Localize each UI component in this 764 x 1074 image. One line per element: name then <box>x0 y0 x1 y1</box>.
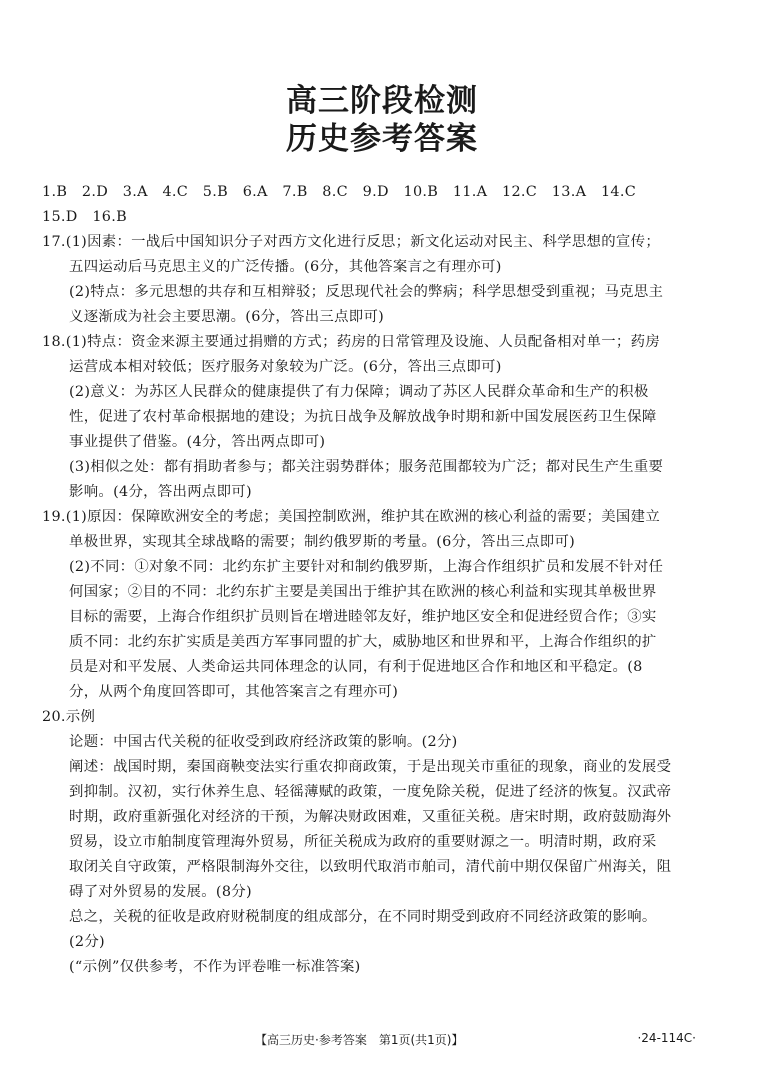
page-title-line-1: 高三阶段检测 <box>286 83 478 119</box>
q17-line: (2)特点：多元思想的共存和互相辩驳；反思现代社会的弊病；科学思想受到重视；马克思主 <box>69 284 664 300</box>
q20-line: 碍了对外贸易的发展。(8分) <box>69 884 252 900</box>
q19-line: 分，从两个角度回答即可，其他答案言之有理亦可) <box>69 684 399 700</box>
q18-line: 事业提供了借鉴。(4分，答出两点即可) <box>69 434 326 450</box>
q20-line: 论题：中国古代关税的征收受到政府经济政策的影响。(2分) <box>69 734 458 750</box>
q17-line: 五四运动后马克思主义的广泛传播。(6分，其他答案言之有理亦可) <box>69 259 502 275</box>
q18-line: 18.(1)特点：资金来源主要通过捐赠的方式；药房的日常管理及设施、人员配备相对单一；药房 <box>42 334 661 350</box>
q18-line: (3)相似之处：都有捐助者参与；都关注弱势群体；服务范围都较为广泛；都对民生产生重要 <box>69 459 664 475</box>
q20-line: 到抑制。汉初，实行休养生息、轻徭薄赋的政策，一度免除关税，促进了经济的恢复。汉武帝 <box>69 784 672 800</box>
q18-line: 影响。(4分，答出两点即可) <box>69 484 252 500</box>
q20-line: 总之，关税的征收是政府财税制度的组成部分，在不同时期受到政府不同经济政策的影响。 <box>69 909 657 925</box>
q19-line: 质不同：北约东扩实质是美西方军事同盟的扩大，威胁地区和世界和平，上海合作组织的扩 <box>69 634 657 650</box>
q19-line: 员是对和平发展、人类命运共同体理念的认同，有利于促进地区合作和地区和平稳定。(8 <box>69 659 643 675</box>
mc-answers-line-2: 15.D 16.B <box>42 209 127 225</box>
q17-line: 17.(1)因素：一战后中国知识分子对西方文化进行反思；新文化运动对民主、科学思想的宣传； <box>42 234 661 250</box>
mc-answers-line-1: 1.B 2.D 3.A 4.C 5.B 6.A 7.B 8.C 9.D 10.B 11.A 12.C 13.A 14.C <box>42 184 637 200</box>
q18-line: (2)意义：为苏区人民群众的健康提供了有力保障；调动了苏区人民群众革命和生产的积极 <box>69 384 649 400</box>
q20-line: 时期，政府重新强化对经济的干预，为解决财政困难，又重征关税。唐宋时期，政府鼓励海外 <box>69 809 672 825</box>
q20-line: (2分) <box>69 934 105 950</box>
q19-line: (2)不同：①对象不同：北约东扩主要针对和制约俄罗斯，上海合作组织扩员和发展不针对任 <box>69 559 664 575</box>
q19-line: 19.(1)原因：保障欧洲安全的考虑；美国控制欧洲，维护其在欧洲的核心利益的需要；美国建立 <box>42 509 661 525</box>
q18-line: 性，促进了农村革命根据地的建设；为抗日战争及解放战争时期和新中国发展医药卫生保障 <box>69 409 657 425</box>
q19-line: 单极世界，实现其全球战略的需要；制约俄罗斯的考量。(6分，答出三点即可) <box>69 534 576 550</box>
q18-line: 运营成本相对较低；医疗服务对象较为广泛。(6分，答出三点即可) <box>69 359 502 375</box>
q20-line: 20.示例 <box>42 709 96 725</box>
q19-line: 目标的需要，上海合作组织扩员则旨在增进睦邻友好，维护地区安全和促进经贸合作；③实 <box>69 609 657 625</box>
page-title-line-2: 历史参考答案 <box>286 121 478 157</box>
q20-line: (“示例”仅供参考，不作为评卷唯一标准答案) <box>69 959 361 975</box>
q19-line: 何国家；②目的不同：北约东扩主要是美国出于维护其在欧洲的核心利益和实现其单极世界 <box>69 584 657 600</box>
q20-line: 阐述：战国时期，秦国商鞅变法实行重农抑商政策，于是出现关市重征的现象，商业的发展受 <box>69 759 672 775</box>
footer-page-info: 【高三历史·参考答案 第1页(共1页)】 <box>255 1033 464 1047</box>
q17-line: 义逐渐成为社会主要思潮。(6分，答出三点即可) <box>69 309 385 325</box>
q20-line: 取闭关自守政策，严格限制海外交往，以致明代取消市舶司，清代前中期仅保留广州海关，阻 <box>69 859 672 875</box>
footer-code: ·24-114C· <box>637 1031 696 1045</box>
q20-line: 贸易，设立市舶制度管理海外贸易，所征关税成为政府的重要财源之一。明清时期，政府采 <box>69 834 657 850</box>
